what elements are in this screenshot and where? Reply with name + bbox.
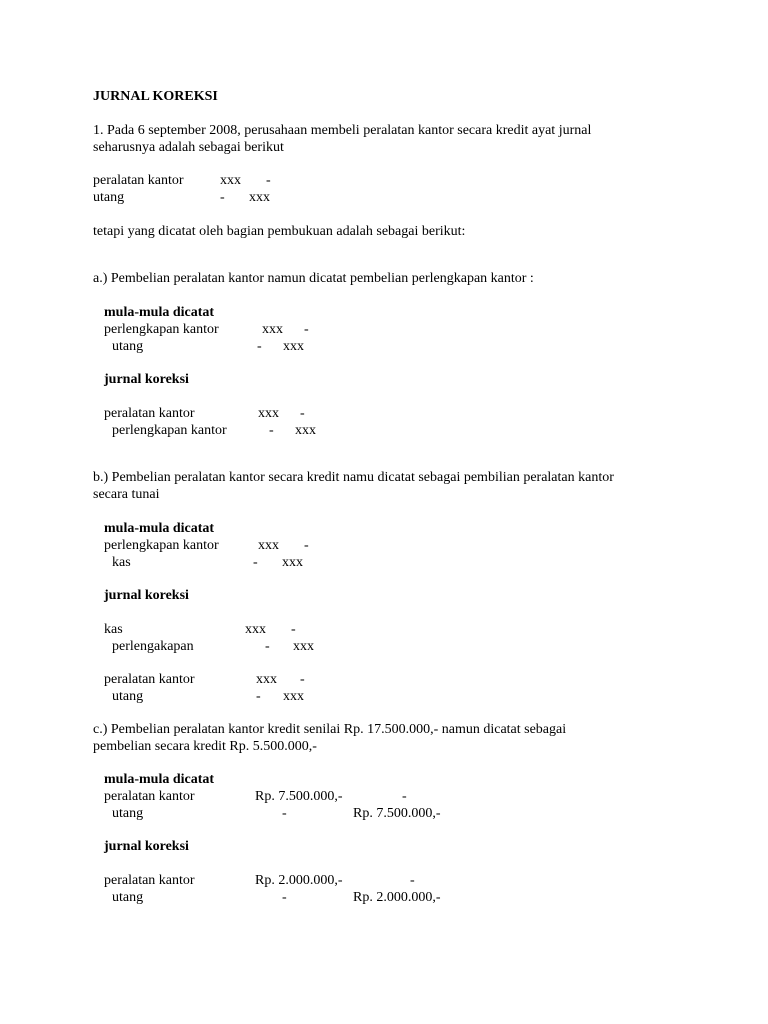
journal-credit: xxx <box>293 639 314 654</box>
journal-account: utang <box>112 890 144 905</box>
journal-debit: - <box>282 890 287 905</box>
journal-account: peralatan kantor <box>93 173 184 188</box>
document-title: JURNAL KOREKSI <box>93 89 218 104</box>
journal-credit: - <box>410 873 415 888</box>
section-b-initial-label: mula-mula dicatat <box>104 521 215 536</box>
journal-account: peralatan kantor <box>104 406 195 421</box>
journal-credit: - <box>304 538 309 553</box>
journal-credit: Rp. 7.500.000,- <box>353 806 441 821</box>
journal-debit: xxx <box>262 322 283 337</box>
journal-account: utang <box>112 339 144 354</box>
journal-credit: - <box>402 789 407 804</box>
section-b-heading-line-1: b.) Pembelian peralatan kantor secara kredit namu dicatat sebagai pembilian peralatan kantor <box>93 470 614 485</box>
journal-account: peralatan kantor <box>104 873 195 888</box>
journal-debit: - <box>256 689 261 704</box>
section-c-heading-line-1: c.) Pembelian peralatan kantor kredit senilai Rp. 17.500.000,- namun dicatat sebagai <box>93 722 567 737</box>
section-c-heading-line-2: pembelian secara kredit Rp. 5.500.000,- <box>93 739 317 754</box>
journal-debit: xxx <box>220 173 241 188</box>
journal-debit: - <box>257 339 262 354</box>
section-b-correction-label: jurnal koreksi <box>104 588 189 603</box>
section-c-initial-label: mula-mula dicatat <box>104 772 215 787</box>
section-a-heading: a.) Pembelian peralatan kantor namun dicatat pembelian perlengkapan kantor : <box>93 271 534 286</box>
intro-paragraph-line-1: 1. Pada 6 september 2008, perusahaan membeli peralatan kantor secara kredit ayat jurnal <box>93 123 592 138</box>
journal-credit: - <box>291 622 296 637</box>
journal-account: perlengakapan <box>112 639 194 654</box>
journal-account: utang <box>93 190 125 205</box>
journal-debit: - <box>220 190 225 205</box>
journal-account: kas <box>104 622 123 637</box>
intro-paragraph-line-2: seharusnya adalah sebagai berikut <box>93 140 284 155</box>
journal-debit: - <box>265 639 270 654</box>
section-a-correction-label: jurnal koreksi <box>104 372 189 387</box>
journal-account: peralatan kantor <box>104 672 195 687</box>
journal-credit: xxx <box>282 555 303 570</box>
journal-credit: - <box>300 672 305 687</box>
section-c-correction-label: jurnal koreksi <box>104 839 189 854</box>
section-a-initial-label: mula-mula dicatat <box>104 305 215 320</box>
journal-debit: Rp. 2.000.000,- <box>255 873 343 888</box>
journal-account: utang <box>112 806 144 821</box>
journal-credit: - <box>300 406 305 421</box>
journal-account: perlengkapan kantor <box>112 423 227 438</box>
journal-account: utang <box>112 689 144 704</box>
journal-debit: xxx <box>256 672 277 687</box>
journal-account: perlengkapan kantor <box>104 322 219 337</box>
section-b-heading-line-2: secara tunai <box>93 487 160 502</box>
journal-credit: - <box>304 322 309 337</box>
recorded-intro-text: tetapi yang dicatat oleh bagian pembukuan adalah sebagai berikut: <box>93 224 466 239</box>
journal-account: perlengkapan kantor <box>104 538 219 553</box>
journal-credit: xxx <box>249 190 270 205</box>
journal-debit: xxx <box>258 538 279 553</box>
journal-account: peralatan kantor <box>104 789 195 804</box>
journal-credit: Rp. 2.000.000,- <box>353 890 441 905</box>
journal-credit: xxx <box>283 689 304 704</box>
journal-credit: xxx <box>283 339 304 354</box>
journal-debit: Rp. 7.500.000,- <box>255 789 343 804</box>
journal-debit: - <box>282 806 287 821</box>
journal-account: kas <box>112 555 131 570</box>
journal-debit: xxx <box>245 622 266 637</box>
journal-debit: - <box>269 423 274 438</box>
journal-credit: xxx <box>295 423 316 438</box>
journal-debit: - <box>253 555 258 570</box>
journal-credit: - <box>266 173 271 188</box>
journal-debit: xxx <box>258 406 279 421</box>
